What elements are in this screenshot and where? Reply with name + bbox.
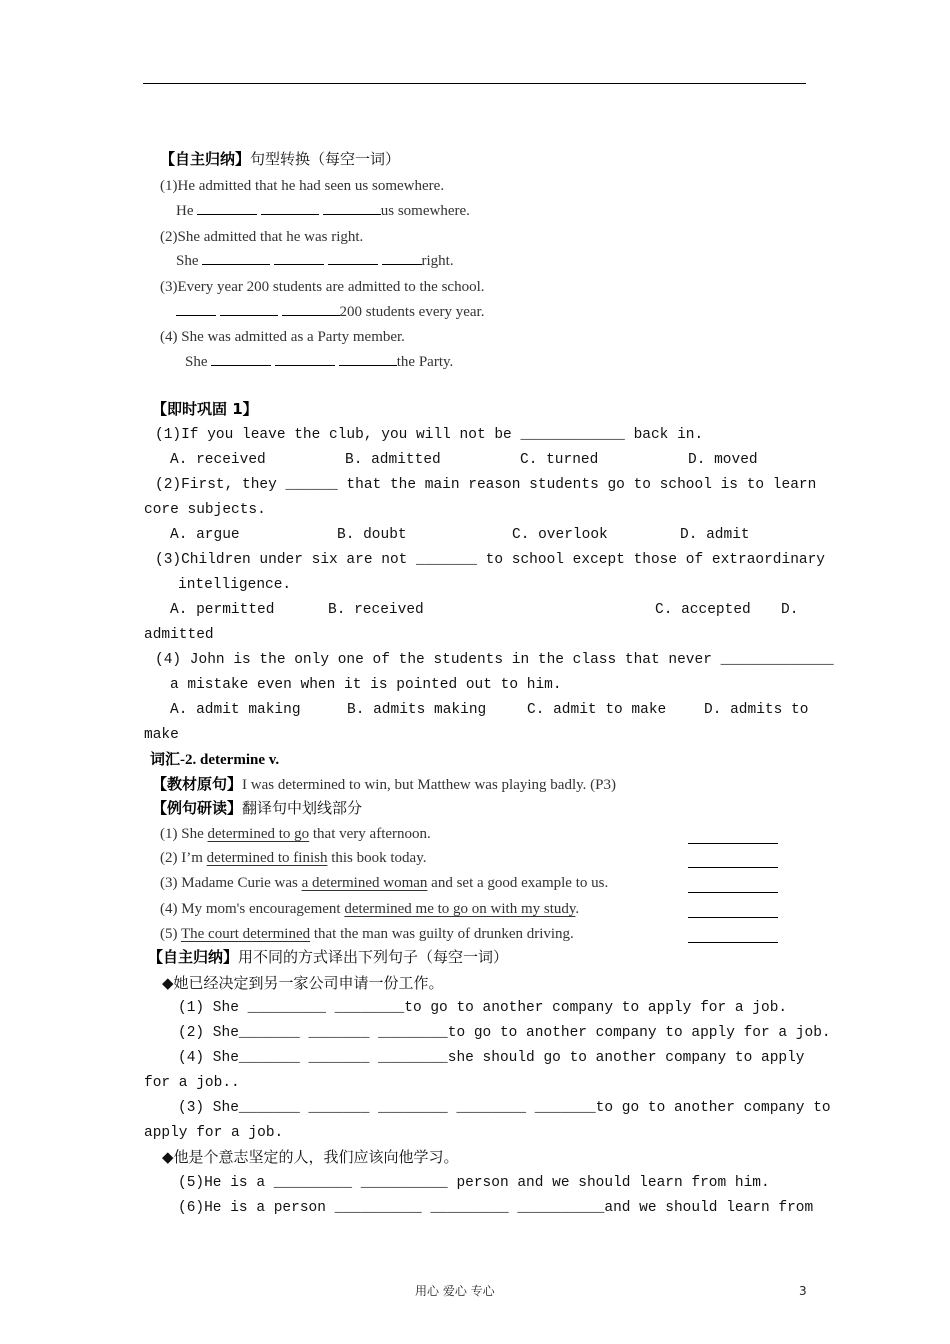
example-sentence-4: (4) My mom's encouragement determined me to go on with my study.	[160, 901, 580, 917]
question-3-line-2: intelligence.	[178, 577, 292, 593]
q1-option-a: A. received	[170, 452, 266, 468]
question-4-line-2: a mistake even when it is pointed out to him.	[170, 677, 562, 693]
translation-blank-5[interactable]	[688, 942, 778, 943]
q3-option-c: C. accepted	[655, 602, 751, 618]
question-4-line-1: (4) John is the only one of the students in the class that never _____________	[155, 652, 834, 668]
header-rule	[143, 83, 806, 84]
q2-option-b: B. doubt	[337, 527, 407, 543]
section-heading-summary-2: 【自主归纳】用不同的方式译出下列句子（每空一词）	[148, 948, 509, 966]
sentence-4: (4) She was admitted as a Party member.	[160, 329, 405, 345]
q1-option-b: B. admitted	[345, 452, 441, 468]
chinese-sentence-2: ◆他是个意志坚定的人，我们应该向他学习。	[162, 1148, 459, 1166]
example-study-heading: 【例句研读】翻译句中划线部分	[152, 799, 363, 817]
question-3-line-1: (3)Children under six are not _______ to school except those of extraordinary	[155, 552, 826, 568]
section-heading-practice-1: 【即时巩固 1】	[152, 400, 258, 418]
question-2-line-2: core subjects.	[144, 502, 266, 518]
question-2-line-1: (2)First, they ______ that the main reason students go to school is to learn	[155, 477, 817, 493]
translation-line-2: (2) She_______ _______ ________to go to another company to apply for a job.	[178, 1025, 831, 1041]
q3-option-d-wrap: admitted	[144, 627, 214, 643]
sentence-1: (1)He admitted that he had seen us somewhere.	[160, 178, 445, 194]
q2-option-d: D. admit	[680, 527, 750, 543]
q4-option-d-wrap: make	[144, 727, 179, 743]
section-heading-summary-1: 【自主归纳】句型转换（每空一词）	[160, 150, 401, 168]
answer-line-2: She right.	[176, 253, 454, 269]
translation-line-4b: for a job..	[144, 1075, 240, 1091]
vocab-heading: 词汇-2. determine v.	[150, 750, 280, 768]
question-1: (1)If you leave the club, you will not be ____________ back in.	[155, 427, 704, 443]
translation-line-4a: (4) She_______ _______ ________she should go to another company to apply	[178, 1050, 805, 1066]
answer-line-3: 200 students every year.	[176, 305, 484, 320]
q1-option-c: C. turned	[520, 452, 599, 468]
translation-line-3a: (3) She_______ _______ ________ ________ _______to go to another company to	[178, 1100, 831, 1116]
q3-option-a: A. permitted	[170, 602, 275, 618]
translation-line-5: (5)He is a _________ __________ person and we should learn from him.	[178, 1175, 770, 1191]
translation-line-6: (6)He is a person __________ _________ __________and we should learn from	[178, 1200, 814, 1216]
example-sentence-2: (2) I’m determined to finish this book today.	[160, 850, 427, 866]
example-sentence-5: (5) The court determined that the man was guilty of drunken driving.	[160, 926, 574, 942]
q4-option-c: C. admit to make	[527, 702, 667, 718]
q1-option-d: D. moved	[688, 452, 758, 468]
translation-line-1: (1) She _________ ________to go to another company to apply for a job.	[178, 1000, 788, 1016]
q2-option-c: C. overlook	[512, 527, 608, 543]
q2-option-a: A. argue	[170, 527, 240, 543]
footer-motto: 用心 爱心 专心	[415, 1284, 495, 1298]
answer-line-1: He us somewhere.	[176, 203, 470, 219]
q3-option-d: D.	[781, 602, 799, 618]
answer-line-4: She the Party.	[185, 354, 454, 370]
translation-line-3b: apply for a job.	[144, 1125, 284, 1141]
translation-blank-1[interactable]	[688, 843, 778, 844]
q3-option-b: B. received	[328, 602, 424, 618]
q4-option-a: A. admit making	[170, 702, 301, 718]
translation-blank-4[interactable]	[688, 917, 778, 918]
textbook-sentence: 【教材原句】I was determined to win, but Matthew was playing badly. (P3)	[152, 775, 616, 793]
page-number: 3	[799, 1284, 807, 1298]
translation-blank-3[interactable]	[688, 892, 778, 893]
q4-option-b: B. admits making	[347, 702, 487, 718]
chinese-sentence-1: ◆她已经决定到另一家公司申请一份工作。	[162, 974, 444, 992]
example-sentence-3: (3) Madame Curie was a determined woman and set a good example to us.	[160, 875, 609, 891]
example-sentence-1: (1) She determined to go that very afternoon.	[160, 826, 431, 842]
translation-blank-2[interactable]	[688, 867, 778, 868]
sentence-2: (2)She admitted that he was right.	[160, 229, 364, 245]
sentence-3: (3)Every year 200 students are admitted to the school.	[160, 279, 485, 295]
q4-option-d: D. admits to	[704, 702, 809, 718]
